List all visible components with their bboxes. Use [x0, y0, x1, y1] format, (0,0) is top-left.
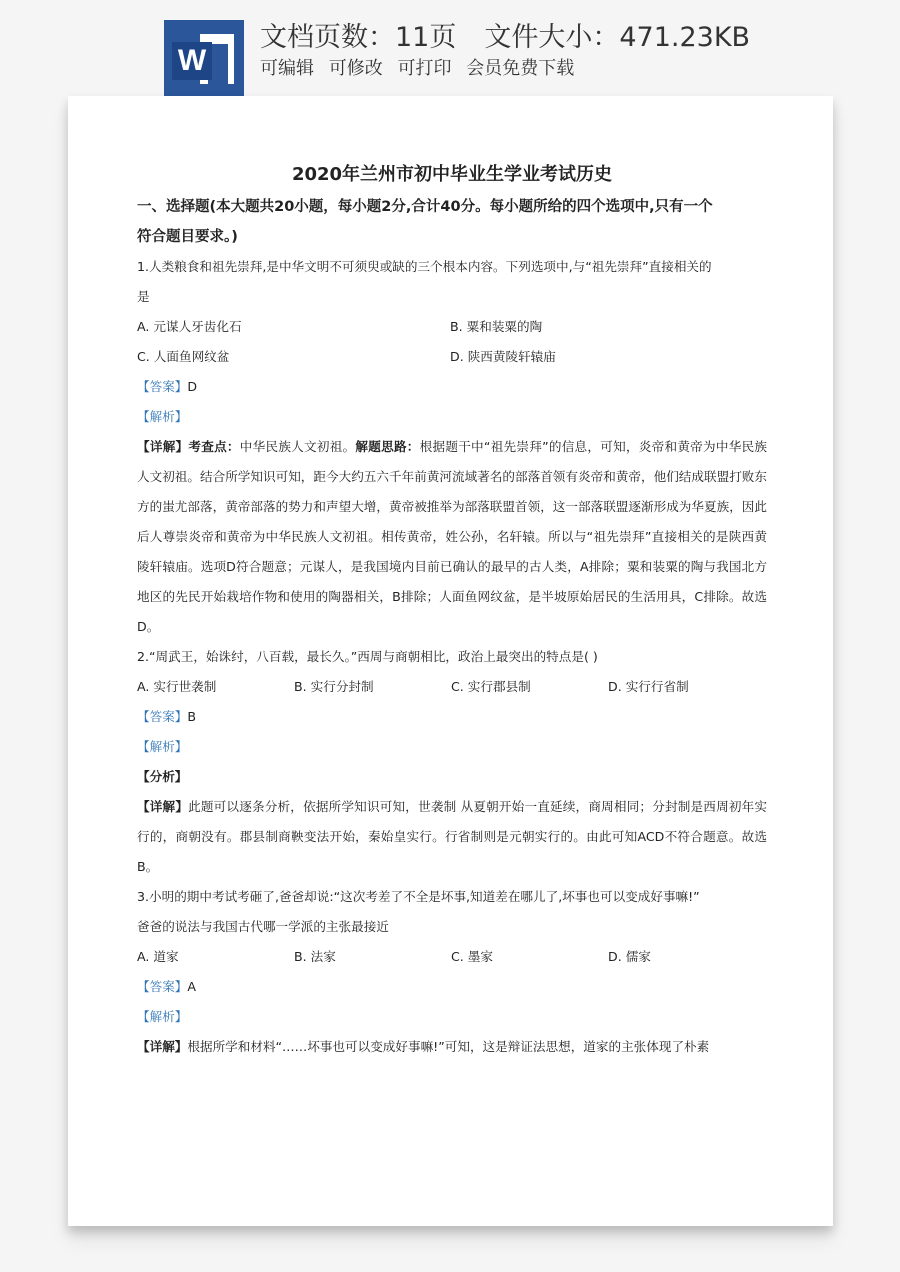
- file-info: [260, 22, 750, 54]
- answer-value: B: [187, 709, 197, 724]
- detail-text: 根据所学和材料“……坏事也可以变成好事嘛!”可知，这是辩证法思想，道家的主张体现了朴素: [187, 1039, 710, 1054]
- detail-text: 此题可以逐条分析，依据所学知识可知，世袭制 从夏朝开始一直延续，商周相同；分封制是西周初年实行的，商朝没有。郡县制商鞅变法开始，秦始皇实行。行省制则是元朝实行的。由此可知ACD不符合题意。故选B。: [137, 799, 767, 874]
- q1-options-row-2: [137, 342, 767, 372]
- answer-label: 【答案】: [137, 709, 188, 724]
- key-point-label: 考查点：: [188, 439, 240, 454]
- q2-option-a: A. 实行世袭制: [137, 679, 217, 694]
- q1-option-d: D. 陕西黄陵轩辕庙: [450, 349, 556, 364]
- q2-option-c: C. 实行郡县制: [451, 679, 531, 694]
- section-heading-line-2: 符合题目要求。): [137, 229, 238, 245]
- q1-option-c: C. 人面鱼网纹盆: [137, 349, 230, 364]
- answer-value: A: [187, 979, 196, 994]
- word-document-icon: [164, 20, 244, 96]
- q1-stem-line-1: 1.人类粮食和祖先崇拜,是中华文明不可须臾或缺的三个根本内容。下列选项中,与“祖先崇拜”直接相关的: [137, 259, 712, 274]
- answer-label: 【答案】: [137, 379, 188, 394]
- key-point-text: 中华民族人文初祖。: [239, 439, 356, 454]
- q3-option-c: C. 墨家: [451, 949, 493, 964]
- q3-options-row: [137, 942, 767, 972]
- q2-analysis-label: 【解析】: [137, 739, 188, 754]
- q2-stem: 2.“周武王，始诛纣，八百载，最长久。”西周与商朝相比，政治上最突出的特点是( ): [137, 649, 598, 664]
- answer-label: 【答案】: [137, 979, 188, 994]
- feature-editable: 可编辑: [260, 58, 314, 79]
- detail-label: 【详解】: [137, 439, 189, 454]
- q2-options-row: [137, 672, 767, 702]
- solution-idea-text: 根据题干中“祖先崇拜”的信息，可知，炎帝和黄帝为中华民族人文初祖。结合所学知识可知，距今大约五六千年前黄河流域著名的部落首领有炎帝和黄帝，他们结成联盟打败东方的蚩尤部落，黄帝部落的势力和声望大增，黄帝被推举为部落联盟首领，这一部落联盟逐渐形成为华夏族，因此后人尊崇炎帝和黄帝为中华民族人文初祖。相传黄帝，姓公孙，名轩辕。所以与“祖先崇拜”直接相关的是陕西黄陵轩辕庙。选项D符合题意；元谋人，是我国境内目前已确认的最早的古人类，A排除；粟和装粟的陶与我国北方地区的先民开始栽培作物和使用的陶器相关，B排除；人面鱼网纹盆，是半坡原始居民的生活用具，C排除。故选D。: [137, 439, 768, 634]
- q3-stem-line-2: 爸爸的说法与我国古代哪一学派的主张最接近: [137, 919, 389, 934]
- q2-answer: [137, 702, 767, 732]
- document-content: [137, 158, 767, 1062]
- file-size: 文件大小：471.23KB: [484, 22, 751, 53]
- feature-printable: 可打印: [397, 58, 452, 79]
- q3-analysis-label: 【解析】: [137, 1009, 188, 1024]
- q1-stem-line-2: 是: [137, 289, 150, 304]
- feature-list: [260, 58, 583, 80]
- q1-detail: [137, 432, 767, 642]
- feature-free-download: 会员免费下载: [466, 58, 575, 79]
- document-page: [68, 96, 833, 1226]
- q1-analysis-label: 【解析】: [137, 409, 188, 424]
- word-letter: W: [172, 42, 212, 80]
- q2-detail: [137, 792, 767, 882]
- q1-option-a: A. 元谋人牙齿化石: [137, 319, 242, 334]
- q3-option-b: B. 法家: [294, 949, 336, 964]
- q3-option-d: D. 儒家: [608, 949, 651, 964]
- answer-value: D: [187, 379, 198, 394]
- q3-stem-line-1: 3.小明的期中考试考砸了,爸爸却说:“这次考差了不全是坏事,知道差在哪儿了,坏事也可以变成好事嘛!”: [137, 889, 700, 904]
- solution-idea-label: 解题思路：: [355, 439, 420, 454]
- detail-label: 【详解】: [137, 1039, 188, 1054]
- q2-option-b: B. 实行分封制: [294, 679, 374, 694]
- q3-answer: [137, 972, 767, 1002]
- q3-detail: [137, 1032, 767, 1062]
- q1-option-b: B. 粟和装粟的陶: [450, 319, 543, 334]
- q2-fenxi-label: 【分析】: [137, 769, 188, 784]
- section-heading-line-1: 一、选择题(本大题共20小题，每小题2分,合计40分。每小题所给的四个选项中,只有一个: [137, 199, 713, 215]
- q2-option-d: D. 实行行省制: [608, 679, 689, 694]
- q1-answer: [137, 372, 767, 402]
- feature-modifiable: 可修改: [328, 58, 383, 79]
- header: [0, 0, 900, 96]
- page-count: 文档页数：11页: [260, 22, 457, 53]
- document-title: 2020年兰州市初中毕业生学业考试历史: [291, 164, 613, 185]
- detail-label: 【详解】: [137, 799, 189, 814]
- q3-option-a: A. 道家: [137, 949, 179, 964]
- q1-options-row-1: [137, 312, 767, 342]
